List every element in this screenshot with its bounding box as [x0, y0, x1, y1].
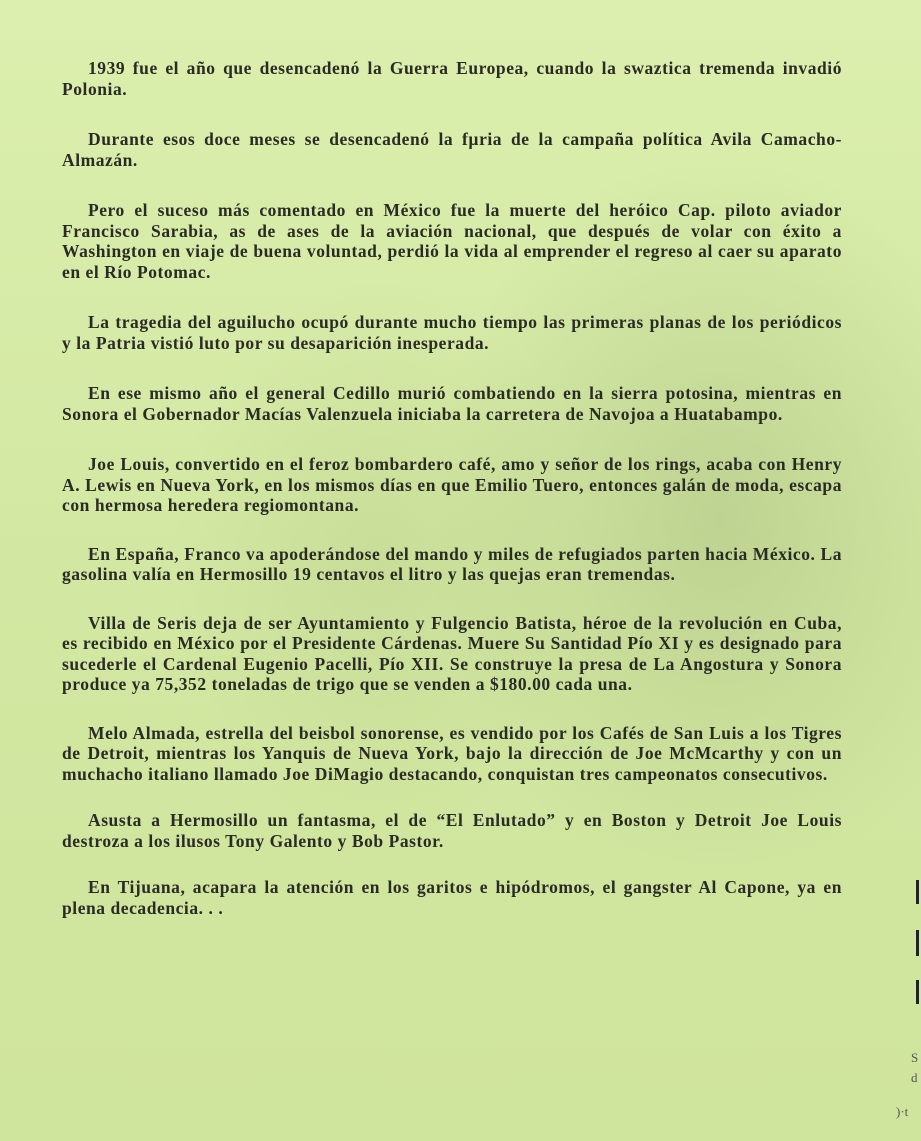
paragraph-tragedy: La tragedia del aguilucho ocupó durante mucho tiempo las primeras planas de los periódicos y la Patria vistió luto por su desaparición inesperada. — [62, 312, 842, 353]
paragraph-spain: En España, Franco va apoderándose del mando y miles de refugiados parten hacia México. La gasolina valía en Hermosillo 19 centavos el litro y las quejas eran tremendas. — [62, 543, 842, 584]
margin-bar — [916, 880, 919, 904]
paragraph-1939: 1939 fue el año que desencadenó la Guerra Europea, cuando la swaztica tremenda invadió Polonia. — [62, 58, 842, 99]
margin-bar — [916, 980, 919, 1004]
paragraph-el-enlutado: Asusta a Hermosillo un fantasma, el de “El Enlutado” y en Boston y Detroit Joe Louis destroza a los ilusos Tony Galento y Bob Pastor. — [62, 810, 842, 851]
document-body — [62, 44, 842, 918]
margin-mark: d — [911, 1070, 918, 1085]
paragraph-melo-almada: Melo Almada, estrella del beisbol sonorense, es vendido por los Cafés de San Luis a los Tigres de Detroit, mientras los Yanquis de Nueva York, bajo la dirección de Joe McMcarthy y con un muchacho italiano llamado Joe DiMagio destacando, conquistan tres campeonatos consecutivos. — [62, 722, 842, 784]
paragraph-villa-de-seris: Villa de Seris deja de ser Ayuntamiento y Fulgencio Batista, héroe de la revolución en Cuba, es recibido en México por el Presidente Cárdenas. Muere Su Santidad Pío XI y es designado para sucederle el Cardenal Eugenio Pacelli, Pío XII. Se construye la presa de La Angostura y Sonora produce ya 75,352 toneladas de trigo que se venden a $180.00 cada una. — [62, 612, 842, 694]
paragraph-al-capone: En Tijuana, acapara la atención en los garitos e hipódromos, el gangster Al Capone, ya en plena decadencia. . . — [62, 877, 842, 918]
margin-bar — [916, 930, 919, 956]
paragraph-campaign: Durante esos doce meses se desencadenó la fµria de la campaña política Avila Camacho-Almazán. — [62, 129, 842, 170]
margin-mark: )·t — [896, 1104, 909, 1119]
margin-mark: S — [911, 1050, 919, 1065]
paragraph-sarabia: Pero el suceso más comentado en México fue la muerte del heróico Cap. piloto aviador Francisco Sarabia, as de ases de la aviación nacional, que después de volar con éxito a Washington en viaje de buena voluntad, perdió la vida al emprender el regreso al caer su aparato en el Río Potomac. — [62, 200, 842, 282]
paragraph-cedillo: En ese mismo año el general Cedillo murió combatiendo en la sierra potosina, mientras en Sonora el Gobernador Macías Valenzuela iniciaba la carretera de Navojoa a Huatabampo. — [62, 383, 842, 424]
paragraph-joe-louis: Joe Louis, convertido en el feroz bombardero café, amo y señor de los rings, acaba con Henry A. Lewis en Nueva York, en los mismos días en que Emilio Tuero, entonces galán de moda, escapa con hermosa heredera regiomontana. — [62, 454, 842, 515]
